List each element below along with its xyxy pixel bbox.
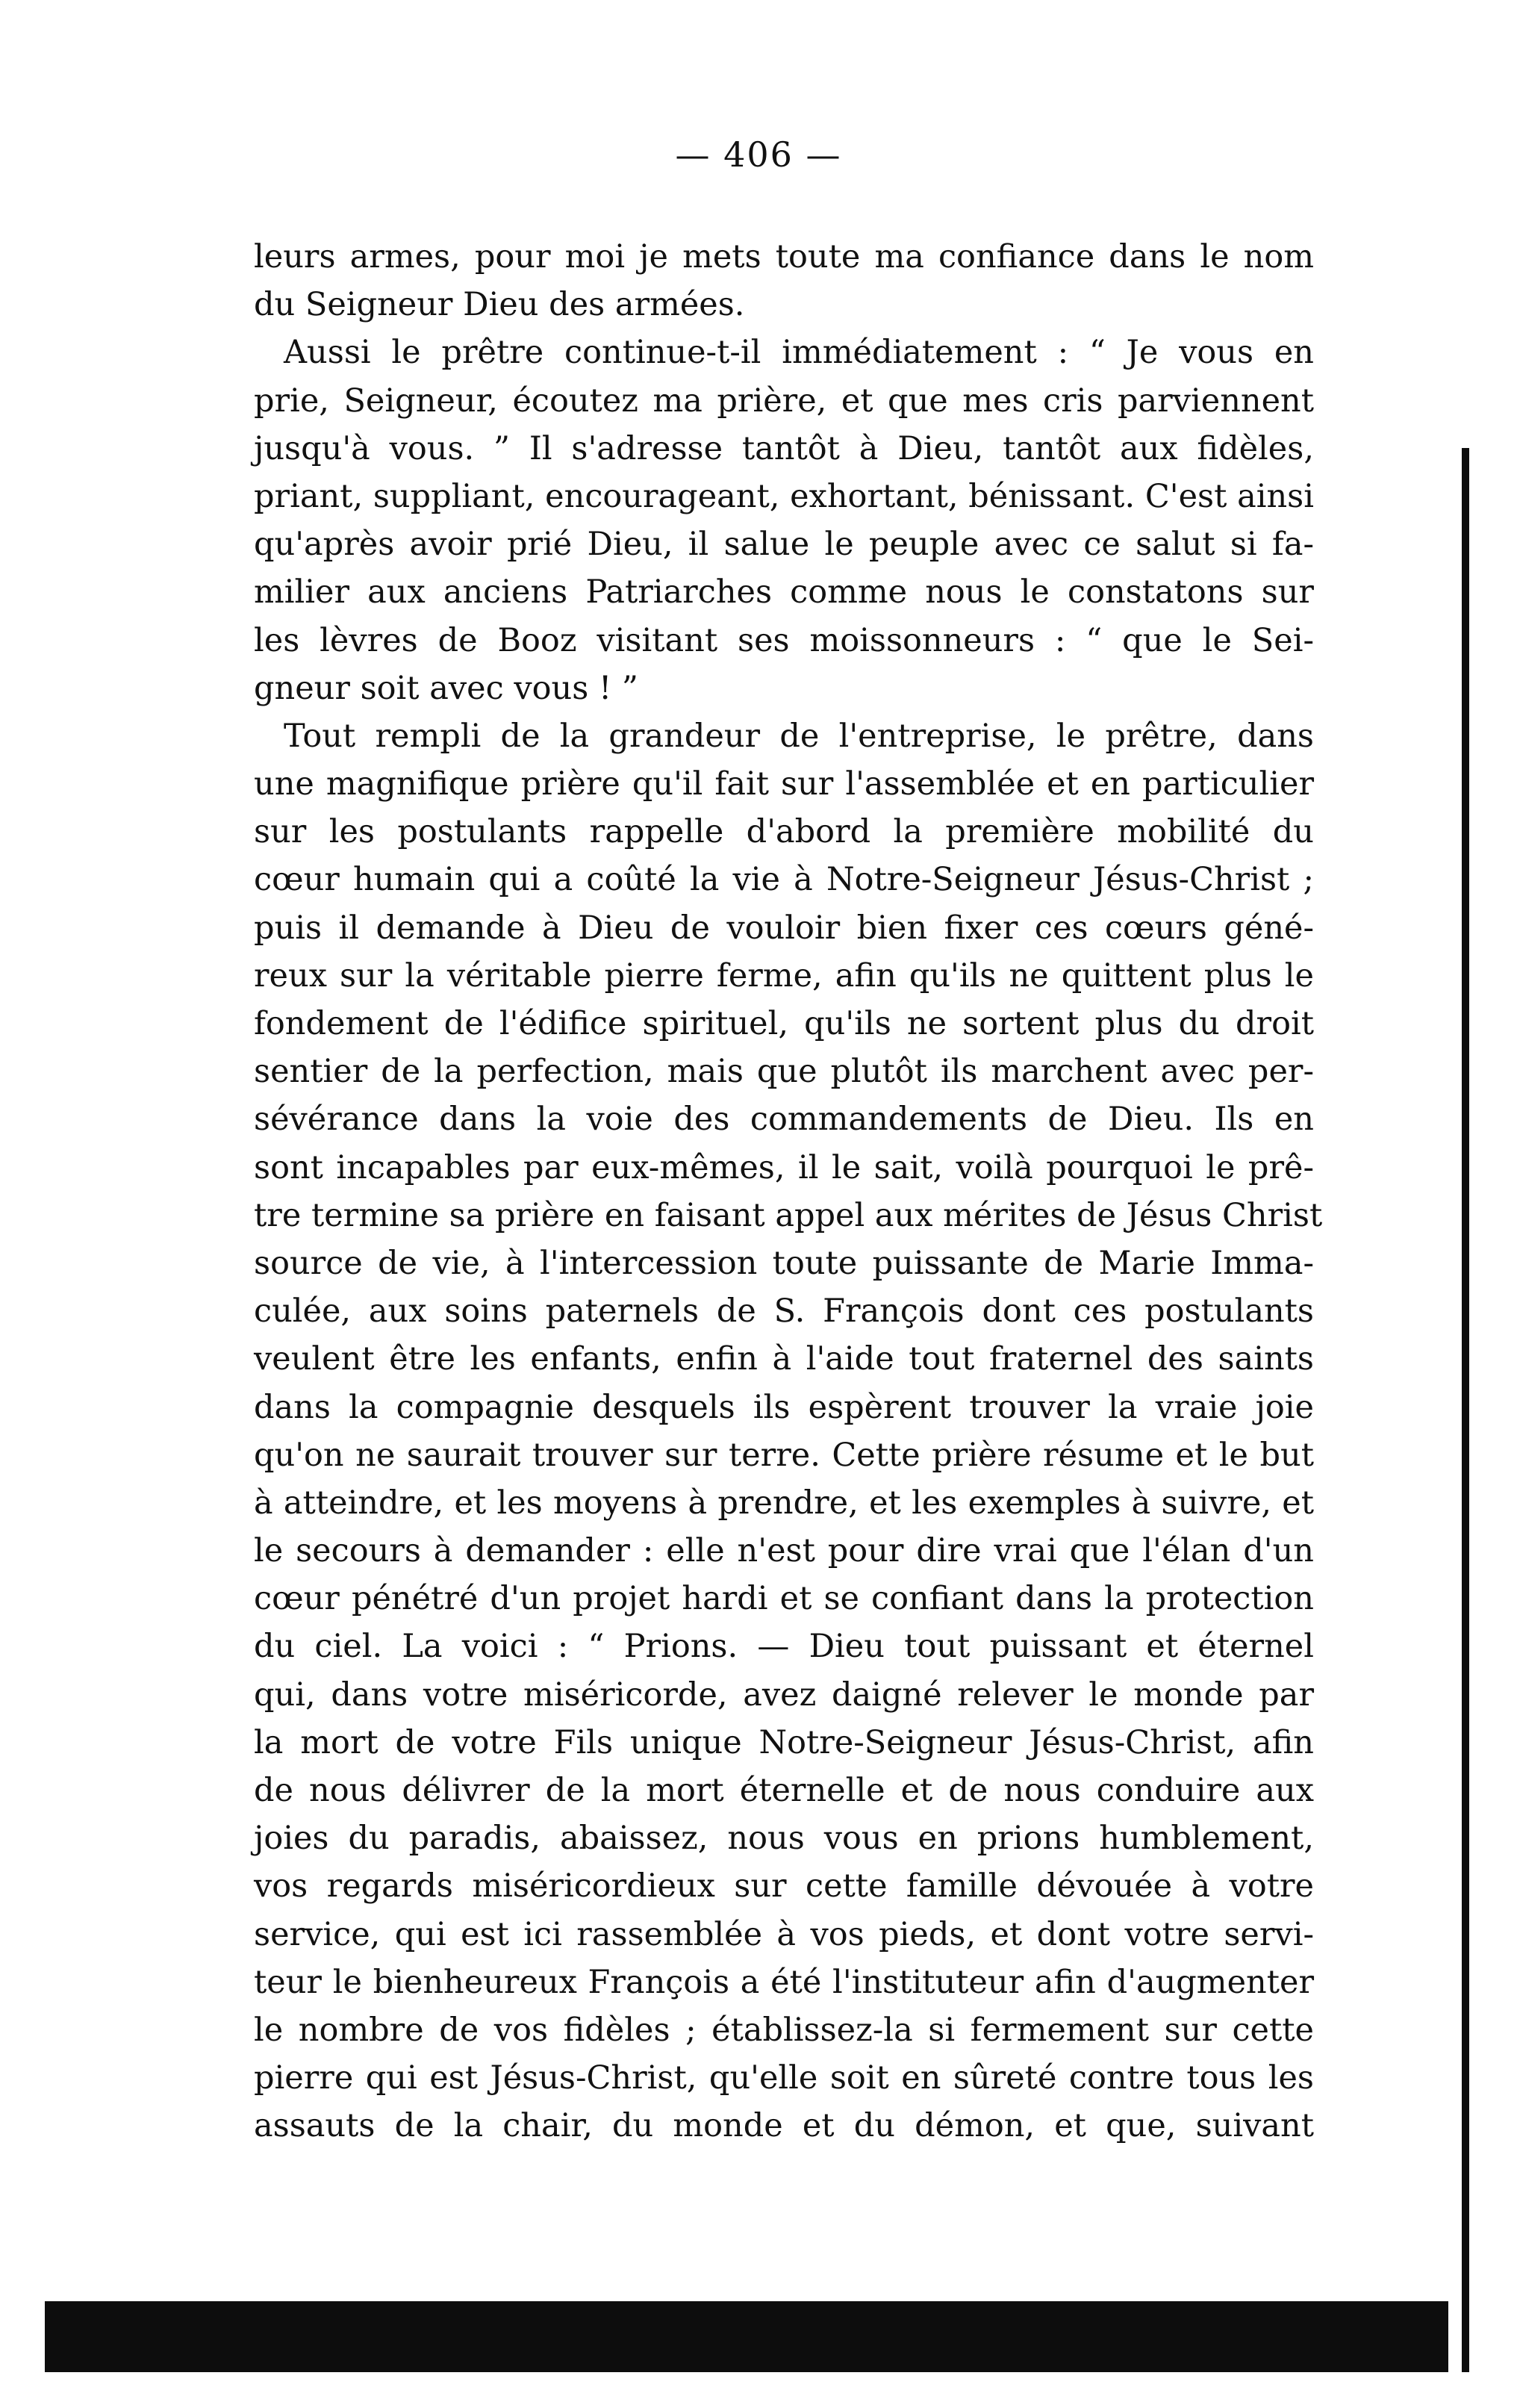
text-line: gneur soit avec vous ! ” <box>254 669 638 707</box>
text-line: culée, aux soins paternels de S. François dont ces postulants <box>254 1292 1314 1331</box>
text-line: qu'on ne saurait trouver sur terre. Cette prière résume et le but <box>254 1436 1314 1474</box>
text-line: source de vie, à l'intercession toute puissante de Marie Imma- <box>254 1244 1314 1282</box>
text-line: leurs armes, pour moi je mets toute ma confiance dans le nom <box>254 238 1314 276</box>
text-line: teur le bienheureux François a été l'instituteur afin d'augmenter <box>254 1963 1314 2001</box>
text-line: qui, dans votre miséricorde, avez daigné relever le monde par <box>254 1676 1314 1714</box>
text-line: Tout rempli de la grandeur de l'entreprise, le prêtre, dans <box>284 717 1314 755</box>
page-edge-shadow <box>1462 448 1469 2372</box>
text-line: joies du paradis, abaissez, nous vous en prions humblement, <box>254 1820 1314 1858</box>
text-line: jusqu'à vous. ” Il s'adresse tantôt à Dieu, tantôt aux fidèles, <box>254 429 1314 467</box>
page-number: — 406 — <box>675 134 842 175</box>
text-line: sentier de la perfection, mais que plutôt ils marchent avec per- <box>254 1053 1314 1091</box>
text-line: sont incapables par eux-mêmes, il le sait, voilà pourquoi le prê- <box>254 1148 1314 1186</box>
text-line: vos regards miséricordieux sur cette famille dévouée à votre <box>254 1867 1314 1905</box>
text-line: assauts de la chair, du monde et du démon, et que, suivant <box>254 2107 1314 2145</box>
text-line: veulent être les enfants, enfin à l'aide tout fraternel des saints <box>254 1340 1314 1378</box>
text-line: reux sur la véritable pierre ferme, afin qu'ils ne quittent plus le <box>254 956 1314 995</box>
text-line: fondement de l'édifice spirituel, qu'ils ne sortent plus du droit <box>254 1005 1314 1042</box>
text-line: du ciel. La voici : “ Prions. — Dieu tout puissant et éternel <box>254 1628 1314 1666</box>
text-line: prie, Seigneur, écoutez ma prière, et que mes cris parviennent <box>254 382 1314 420</box>
text-line: la mort de votre Fils unique Notre-Seigneur Jésus-Christ, afin <box>254 1723 1314 1761</box>
text-line: le nombre de vos fidèles ; établissez-la si fermement sur cette <box>254 2011 1314 2049</box>
text-line: sévérance dans la voie des commandements de Dieu. Ils en <box>254 1101 1314 1139</box>
text-line: milier aux anciens Patriarches comme nous le constatons sur <box>254 573 1314 612</box>
text-line: à atteindre, et les moyens à prendre, et les exemples à suivre, et <box>254 1484 1314 1522</box>
text-line: pierre qui est Jésus-Christ, qu'elle soit en sûreté contre tous les <box>254 2059 1314 2097</box>
text-line: le secours à demander : elle n'est pour dire vrai que l'élan d'un <box>254 1532 1314 1570</box>
text-line: Aussi le prêtre continue-t-il immédiatement : “ Je vous en <box>284 334 1314 372</box>
text-line: de nous délivrer de la mort éternelle et de nous conduire aux <box>254 1772 1314 1809</box>
text-line: cœur pénétré d'un projet hardi et se confiant dans la protection <box>254 1580 1314 1618</box>
text-line: les lèvres de Booz visitant ses moissonneurs : “ que le Sei- <box>254 621 1314 659</box>
scan-border <box>45 2301 1448 2372</box>
text-line: dans la compagnie desquels ils espèrent trouver la vraie joie <box>254 1388 1314 1426</box>
text-line: priant, suppliant, encourageant, exhortant, bénissant. C'est ainsi <box>254 477 1314 515</box>
text-line: service, qui est ici rassemblée à vos pieds, et dont votre servi- <box>254 1915 1314 1953</box>
text-line: tre termine sa prière en faisant appel aux mérites de Jésus Christ <box>254 1196 1323 1234</box>
text-line: sur les postulants rappelle d'abord la première mobilité du <box>254 813 1314 851</box>
text-line: du Seigneur Dieu des armées. <box>254 286 745 324</box>
text-line: une magnifique prière qu'il fait sur l'assemblée et en particulier <box>254 765 1314 803</box>
body-text <box>254 233 1323 2150</box>
text-line: puis il demande à Dieu de vouloir bien fixer ces cœurs géné- <box>254 909 1314 947</box>
text-line: cœur humain qui a coûté la vie à Notre-Seigneur Jésus-Christ ; <box>254 861 1314 899</box>
text-line: qu'après avoir prié Dieu, il salue le peuple avec ce salut si fa- <box>254 526 1314 564</box>
